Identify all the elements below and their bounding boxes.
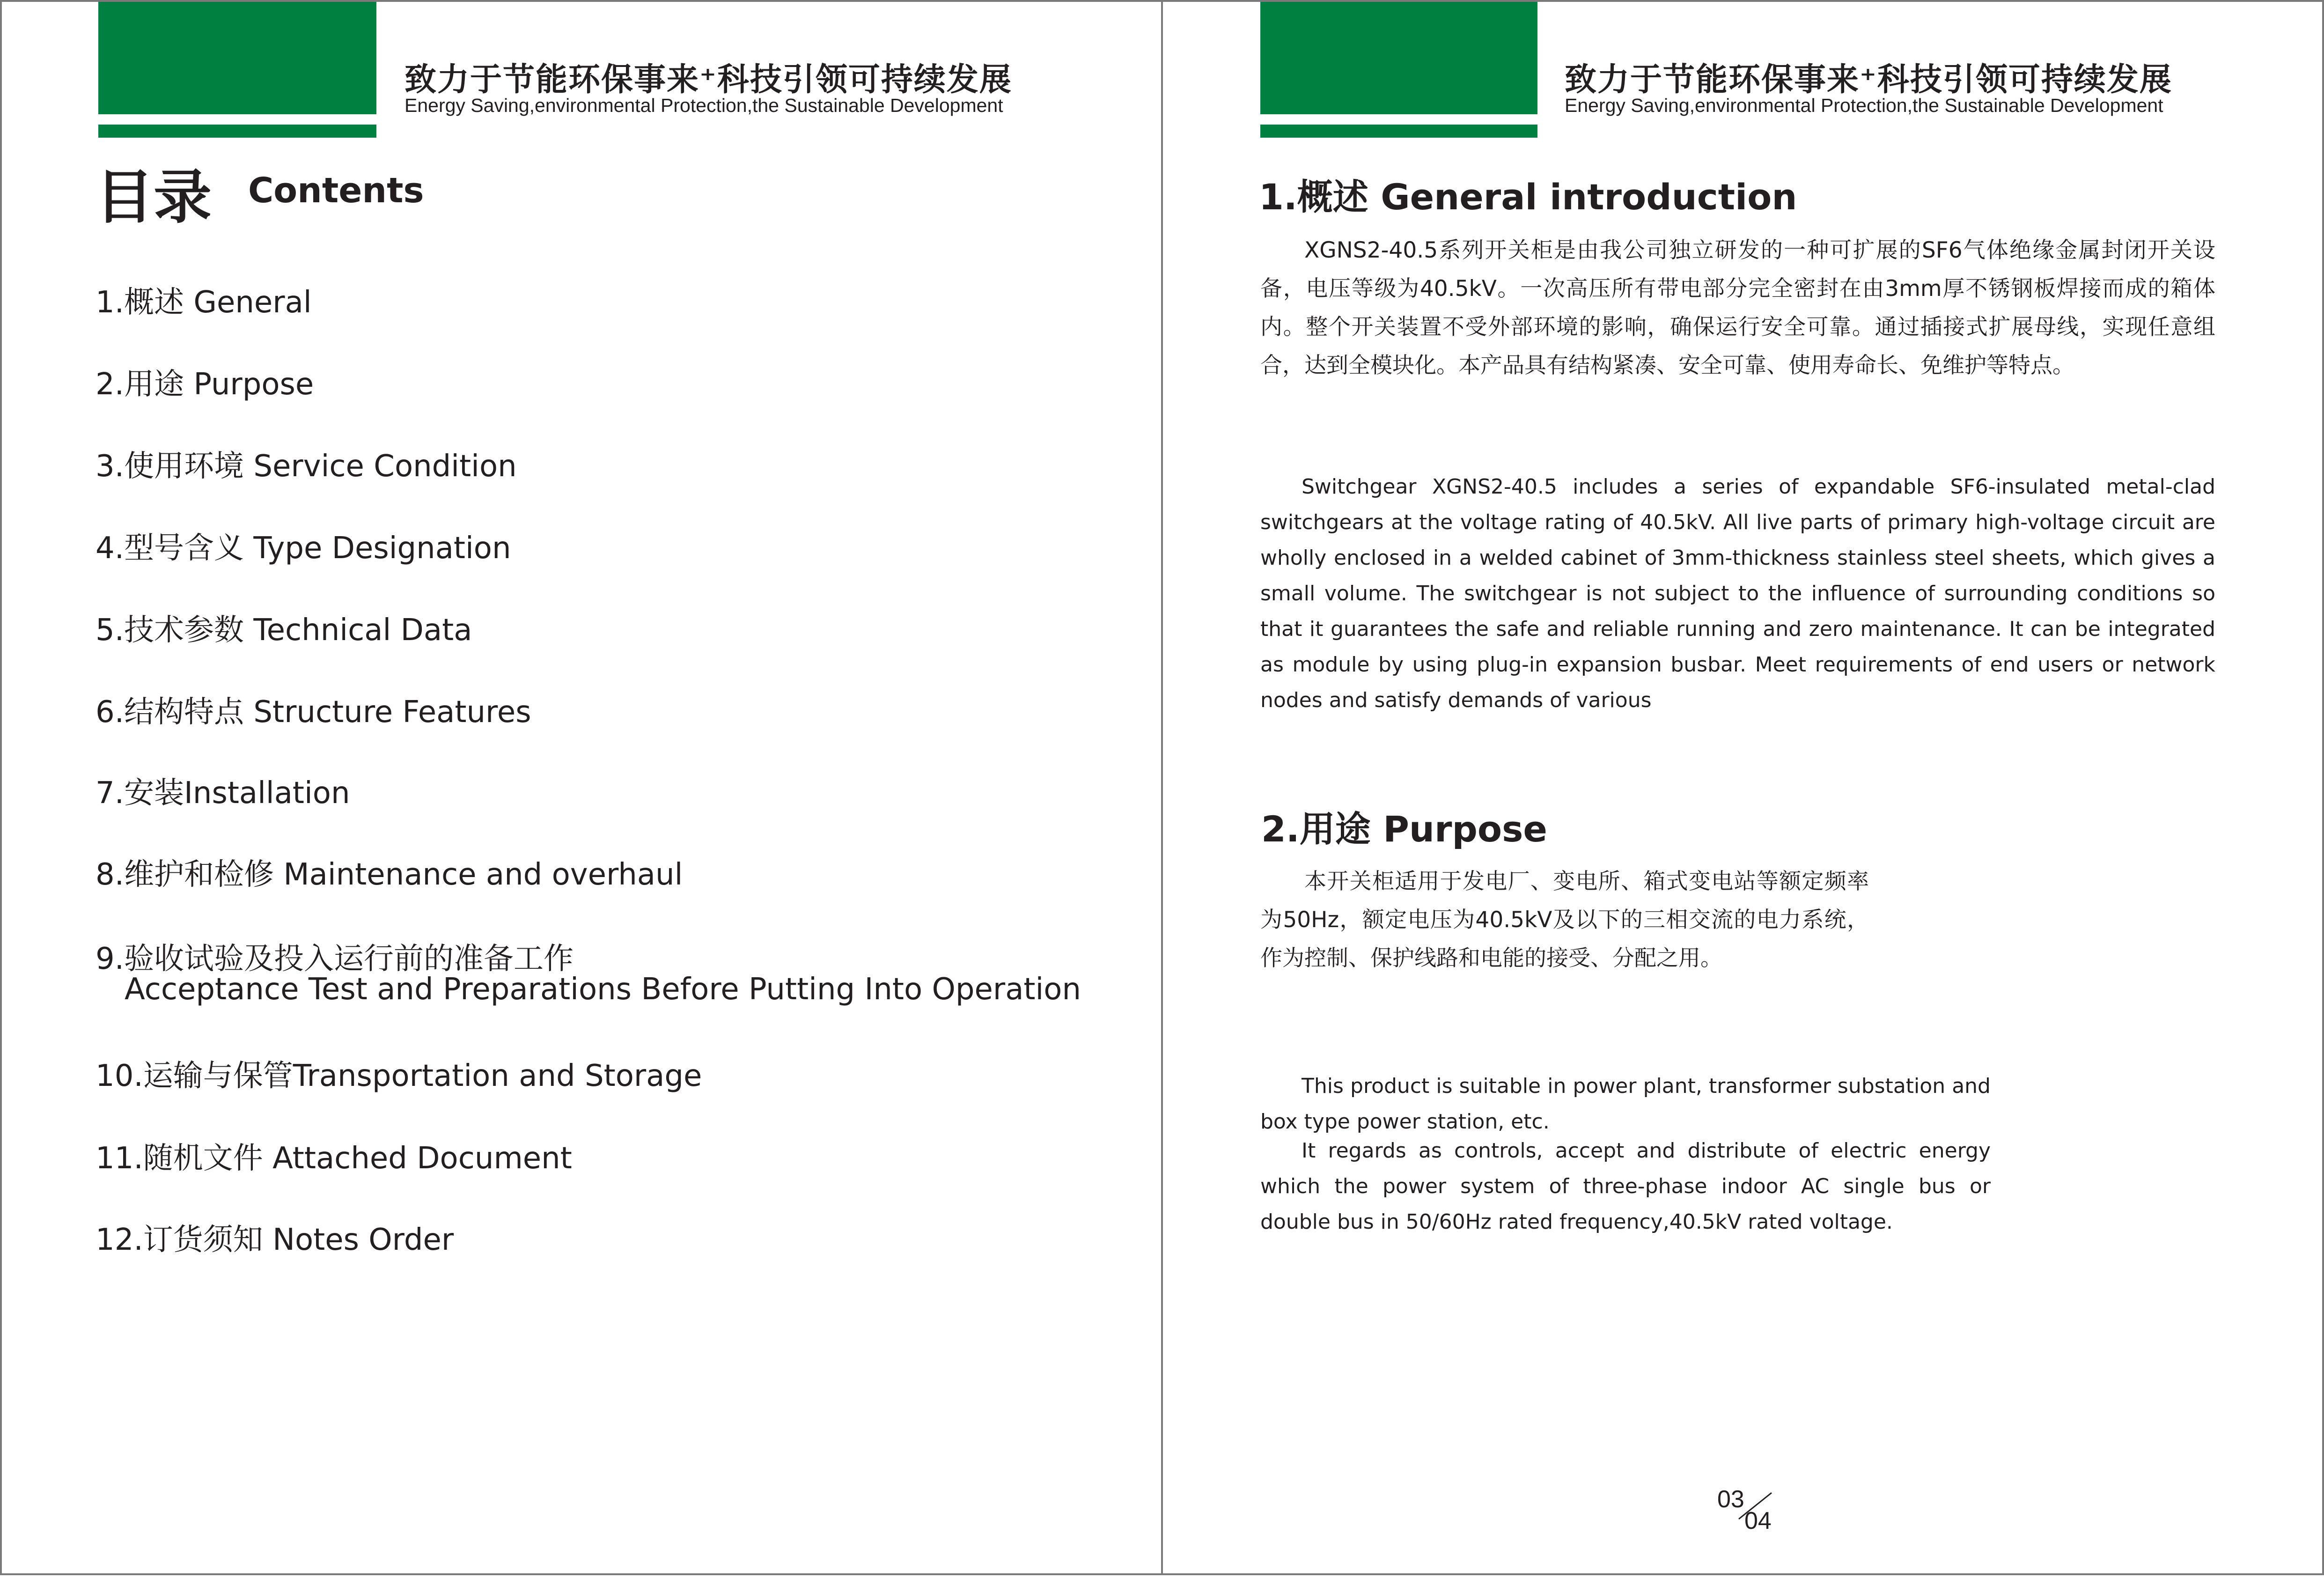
toc-item-9-en[interactable]: Acceptance Test and Preparations Before Putting Into Operation — [125, 972, 1081, 1007]
section-2-en-paragraph-2: It regards as controls, accept and distribute of electric energy which the power system of three-phase indoor AC single bus or double bus in 50/60Hz rated frequency,40.5kV rated voltage. — [1260, 1139, 1991, 1234]
section-1-body-cn: XGNS2-40.5系列开关柜是由我公司独立研发的一种可扩展的SF6气体绝缘金属封闭开关设备，电压等级为40.5kV。一次高压所有带电部分完全密封在由3mm厚不锈钢板焊接而成的箱体内。整个开关装置不受外部环境的影响，确保运行安全可靠。通过插接式扩展母线，实现任意组合，达到全模块化。本产品具有结构紧凑、安全可靠、使用寿命长、免维护等特点。 — [1260, 237, 2215, 378]
header-slogan-en: Energy Saving,environmental Protection,the Sustainable Development — [1565, 95, 2163, 116]
toc-item-12[interactable]: 12.订货须知 Notes Order — [96, 1223, 454, 1257]
toc-item-5[interactable]: 5.技术参数 Technical Data — [96, 613, 472, 648]
right-page — [1161, 0, 2324, 1575]
page-number-left: 03 — [1717, 1486, 1744, 1513]
toc-item-4[interactable]: 4.型号含义 Type Designation — [96, 531, 511, 566]
toc-item-9[interactable]: 9.验收试验及投入运行前的准备工作 — [96, 942, 574, 976]
toc-item-1[interactable]: 1.概述 General — [96, 285, 312, 320]
toc-item-11[interactable]: 11.随机文件 Attached Document — [96, 1141, 572, 1176]
header-green-bar — [98, 125, 376, 138]
toc-item-3[interactable]: 3.使用环境 Service Condition — [96, 449, 517, 484]
toc-item-6[interactable]: 6.结构特点 Structure Features — [96, 695, 531, 730]
header-green-block — [98, 2, 376, 114]
toc-item-2[interactable]: 2.用途 Purpose — [96, 367, 314, 402]
toc-item-10[interactable]: 10.运输与保管Transportation and Storage — [96, 1059, 702, 1093]
header-slogan-cn: 致力于节能环保事来⁺科技引领可持续发展 — [404, 61, 1012, 98]
header-slogan-en: Energy Saving,environmental Protection,the Sustainable Development — [404, 95, 1003, 116]
toc-item-8[interactable]: 8.维护和检修 Maintenance and overhaul — [96, 857, 683, 892]
section-2-en-paragraph-1: This product is suitable in power plant, transformer substation and box type power station, etc. — [1260, 1074, 1991, 1134]
section-2-title: 2.用途 Purpose — [1261, 808, 1547, 850]
page-number-right: 04 — [1744, 1507, 1772, 1534]
contents-title-en: Contents — [248, 170, 424, 211]
section-2-body-cn: 本开关柜适用于发电厂、变电所、箱式变电站等额定频率为50Hz，额定电压为40.5kV及以下的三相交流的电力系统，作为控制、保护线路和电能的接受、分配之用。 — [1260, 869, 1869, 971]
toc-item-7[interactable]: 7.安装Installation — [96, 776, 350, 811]
section-1-body-en: Switchgear XGNS2-40.5 includes a series of expandable SF6-insulated metal-clad switchgears at the voltage rating of 40.5kV. All live parts of primary high-voltage circuit are wholly enclosed in a welded cabinet of 3mm-thickness stainless steel sheets, which gives a small volume. The switchgear is not subject to the influence of surrounding conditions so that it guarantees the safe and reliable running and zero maintenance. It can be integrated as module by using plug-in expansion busbar. Meet requirements of end users or network nodes and satisfy demands of various — [1260, 475, 2215, 712]
header-slogan-cn: 致力于节能环保事来⁺科技引领可持续发展 — [1565, 61, 2172, 98]
header-green-block — [1260, 2, 1537, 114]
header-green-bar — [1260, 125, 1537, 138]
contents-title-cn: 目录 — [96, 164, 212, 231]
section-1-title: 1.概述 General introduction — [1259, 176, 1797, 218]
section-2-body-en — [1260, 1069, 1991, 1240]
left-page — [0, 0, 1163, 1575]
